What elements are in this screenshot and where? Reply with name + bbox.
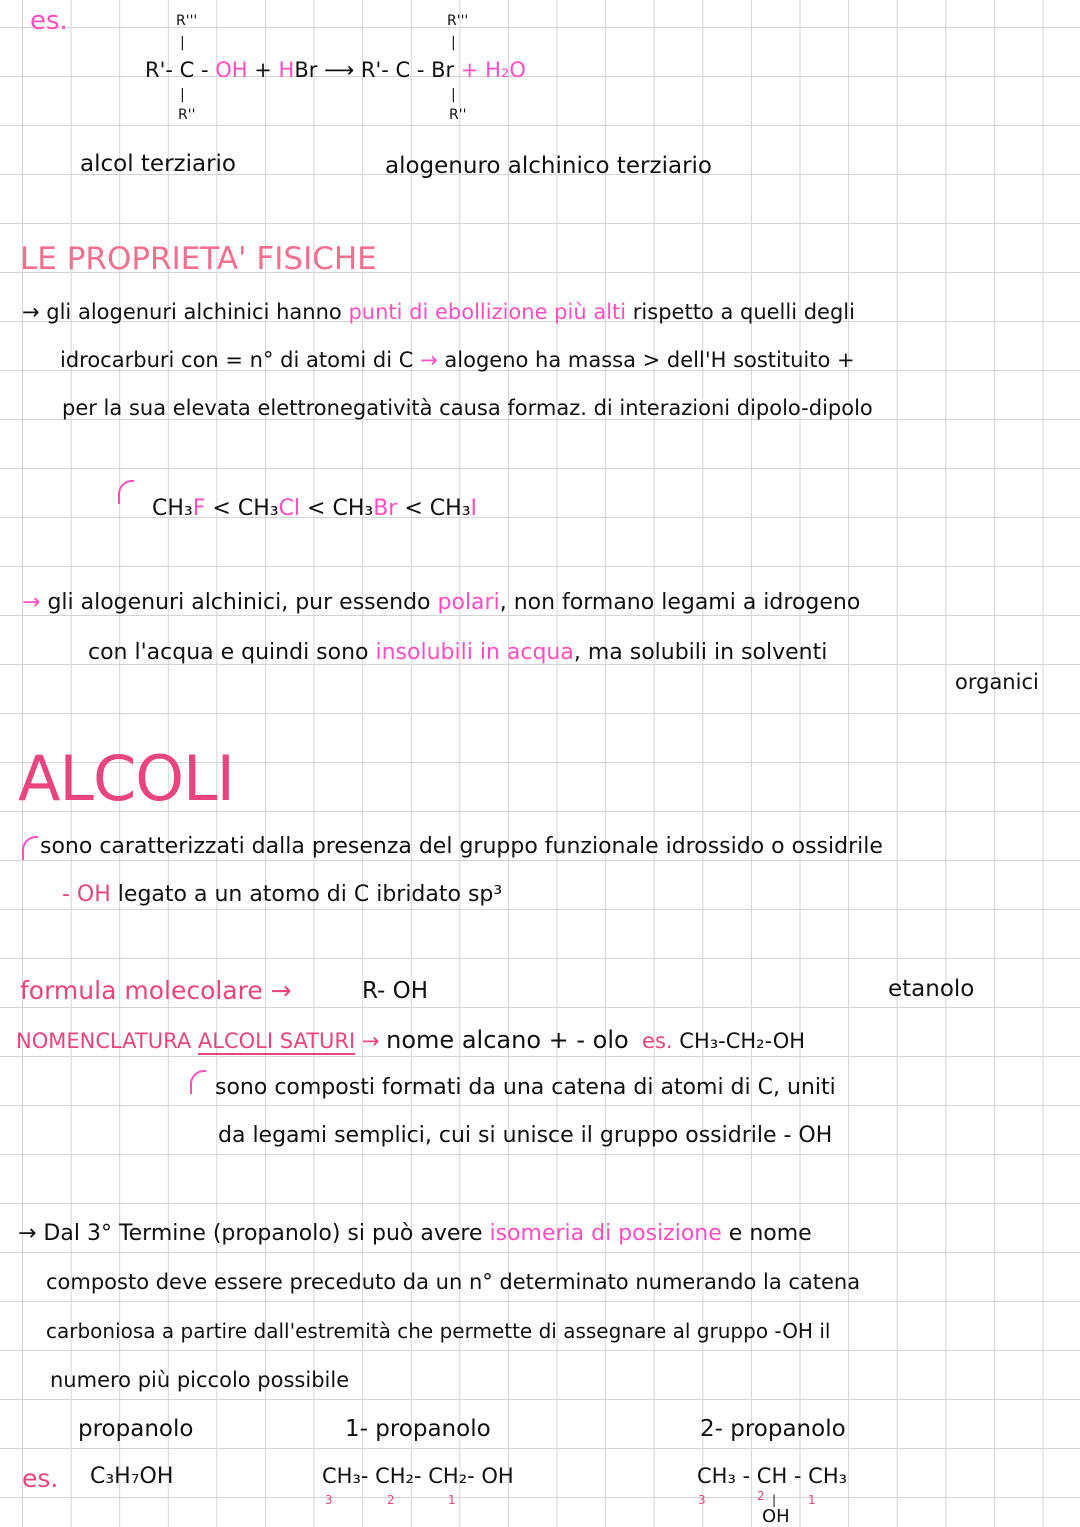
curved-arrow-icon: [22, 836, 38, 860]
methyl: CH₃: [332, 496, 374, 521]
hydrogen: H: [278, 58, 295, 82]
example-label: es.: [22, 1464, 59, 1493]
isomeria-line: composto deve essere preceduto da un n° determinato numerando la catena: [46, 1270, 861, 1294]
carbon-number: 2: [757, 1489, 765, 1503]
boiling-point-series: [152, 498, 477, 520]
iodine: I: [470, 496, 478, 521]
plus: +: [254, 58, 272, 82]
etanolo-formula: CH₃-CH₂-OH: [679, 1029, 806, 1053]
definition-line: [62, 884, 502, 906]
r-triple-prime: R''': [176, 13, 198, 29]
text: e nome: [728, 1221, 812, 1246]
curved-arrow-icon: [118, 480, 134, 504]
text: legato a un atomo di C ibridato sp³: [117, 882, 503, 907]
label-tertiary-alcohol: alcol terziario: [80, 151, 237, 177]
nomenclature-rule: nome alcano + - olo: [386, 1026, 629, 1054]
less-than: <: [404, 496, 423, 521]
highlight: insolubili in acqua: [375, 640, 574, 665]
methyl: CH₃: [237, 496, 279, 521]
reactant: R'- C -: [145, 58, 209, 82]
bond: |: [451, 87, 456, 103]
definition-line: sono caratterizzati dalla presenza del gruppo funzionale idrossido o ossidrile: [40, 834, 883, 859]
section-title-alcoli: ALCOLI: [18, 742, 234, 815]
2-propanolo-formula: CH₃ - CH - CH₃: [697, 1464, 848, 1488]
r-triple-prime: R''': [447, 13, 469, 29]
bromine: Br: [294, 58, 318, 82]
text: rispetto a quelli degli: [632, 300, 855, 324]
text: , ma solubili in solventi: [573, 640, 828, 665]
arrow-icon: →: [361, 1029, 380, 1053]
saturi-line: sono composti formati da una catena di atomi di C, uniti: [215, 1075, 836, 1100]
2-propanolo-label: 2- propanolo: [700, 1416, 846, 1442]
nomenclature-line: [16, 1028, 805, 1052]
text: gli alogenuri alchinici, pur essendo: [47, 590, 431, 615]
carbon-number: 1: [808, 1493, 816, 1507]
hydroxyl: OH: [215, 58, 248, 82]
paragraph-line: [22, 302, 855, 323]
section-title-physical: LE PROPRIETA' FISICHE: [20, 241, 377, 277]
nomenclature-label: NOMENCLATURA: [16, 1029, 192, 1053]
text: con l'acqua e quindi sono: [88, 640, 369, 665]
hydroxyl: - OH: [62, 882, 111, 907]
bromine: Br: [373, 496, 398, 521]
highlight: polari: [437, 590, 500, 615]
highlight: isomeria di posizione: [489, 1221, 722, 1246]
water: H₂O: [485, 58, 526, 82]
isomeria-line: carboniosa a partire dall'estremità che permette di assegnare al gruppo -OH il: [46, 1319, 831, 1343]
arrow-icon: →: [22, 590, 41, 615]
less-than: <: [212, 496, 231, 521]
text: → Dal 3° Termine (propanolo) si può avere: [18, 1221, 483, 1246]
1-propanolo-formula: CH₃- CH₂- CH₂- OH: [322, 1464, 514, 1488]
methyl: CH₃: [152, 496, 193, 521]
bond: |: [451, 35, 456, 51]
propanolo-label: propanolo: [78, 1416, 194, 1442]
less-than: <: [307, 496, 326, 521]
hydroxyl: OH: [762, 1506, 790, 1527]
saturi-line: da legami semplici, cui si unisce il gruppo ossidrile - OH: [218, 1123, 833, 1148]
product: R'- C - Br: [360, 58, 455, 82]
text: , non formano legami a idrogeno: [499, 590, 861, 615]
text: → gli alogenuri alchinici hanno: [22, 300, 342, 324]
1-propanolo-label: 1- propanolo: [345, 1416, 491, 1442]
label-tertiary-haloalkane: alogenuro alchinico terziario: [385, 153, 712, 179]
paragraph-line: [88, 642, 827, 664]
curved-arrow-icon: [190, 1070, 206, 1094]
propanolo-formula: C₃H₇OH: [90, 1464, 174, 1489]
carbon-number: 3: [325, 1493, 333, 1507]
paragraph-line: [60, 350, 855, 371]
arrow-icon: →: [420, 348, 438, 372]
fluorine: F: [192, 496, 206, 521]
paragraph-line: per la sua elevata elettronegatività causa formaz. di interazioni dipolo-dipolo: [62, 396, 873, 420]
methyl: CH₃: [429, 496, 471, 521]
paragraph-line: organici: [955, 670, 1039, 694]
r-double-prime: R'': [178, 107, 196, 123]
paragraph-line: [22, 592, 860, 614]
reaction-equation: [145, 60, 526, 81]
bond: |: [180, 35, 185, 51]
reaction-arrow: ⟶: [324, 58, 355, 82]
carbon-number: 3: [698, 1493, 706, 1507]
nomenclature-sub: ALCOLI SATURI: [197, 1029, 356, 1053]
chlorine: Cl: [278, 496, 301, 521]
text: alogeno ha massa > dell'H sostituito +: [444, 348, 855, 372]
etanolo-label: etanolo: [888, 976, 975, 1002]
general-formula: R- OH: [362, 978, 429, 1004]
plus: +: [460, 58, 479, 82]
example-label: es.: [642, 1029, 673, 1053]
r-double-prime: R'': [449, 107, 467, 123]
isomeria-line: [18, 1223, 812, 1245]
formula-label: formula molecolare →: [20, 976, 292, 1005]
highlight: punti di ebollizione più alti: [348, 300, 627, 324]
example-label: es.: [30, 6, 68, 36]
bond: |: [772, 1493, 777, 1507]
carbon-number: 1: [448, 1493, 456, 1507]
isomeria-line: numero più piccolo possibile: [50, 1368, 350, 1392]
bond: |: [180, 87, 185, 103]
carbon-number: 2: [387, 1493, 395, 1507]
text: idrocarburi con = n° di atomi di C: [60, 348, 414, 372]
